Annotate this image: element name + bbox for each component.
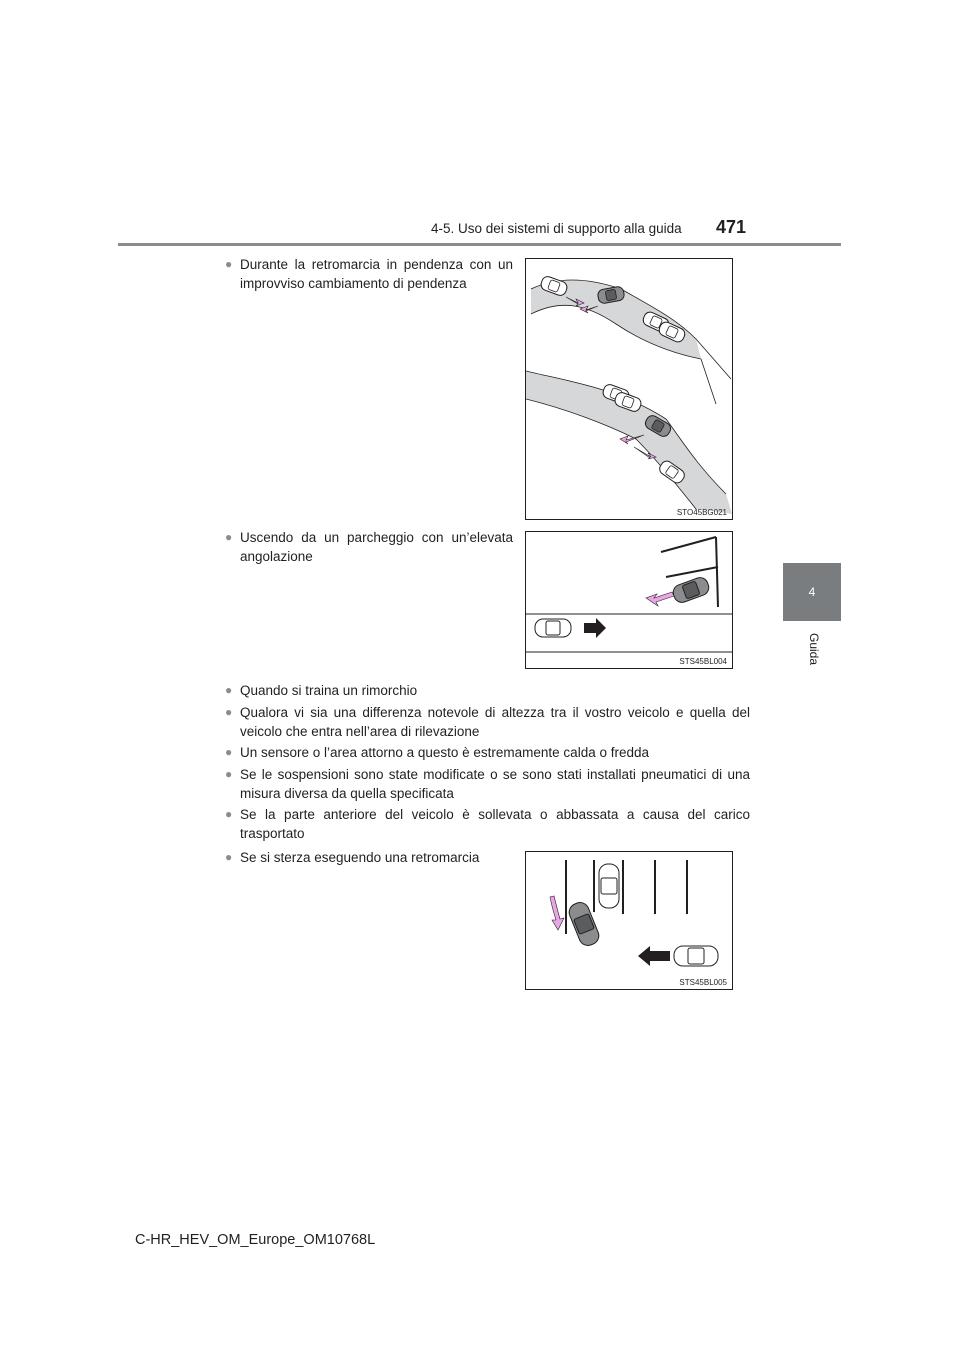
figure-parking-exit (525, 531, 733, 669)
steering-reverse-illustration (526, 852, 732, 989)
figure-code: STS45BL005 (679, 978, 727, 987)
page-number: 471 (716, 217, 747, 237)
list-item (225, 743, 750, 762)
list-item-text: Durante la retromarcia in pendenza con un improvviso cambiamento di pendenza (240, 257, 513, 291)
chapter-label: Guida (807, 632, 821, 666)
bullet-icon: ● (225, 767, 233, 781)
list-item (225, 681, 750, 700)
list-item-text: Se le sospensioni sono state modificate o se sono stati installati pneumatici di una misura diversa da quella specificata (240, 767, 750, 801)
bullet-icon: ● (225, 683, 233, 697)
document-id: C-HR_HEV_OM_Europe_OM10768L (135, 1232, 376, 1248)
list-item-text: Quando si traina un rimorchio (240, 683, 418, 698)
figure-steering-reverse (525, 851, 733, 990)
bullet-icon: ● (225, 257, 233, 271)
list-item (225, 528, 513, 566)
list-item (225, 805, 750, 843)
figure-code: STS45BL004 (679, 657, 727, 666)
header-divider (118, 243, 841, 246)
bullet-icon: ● (225, 850, 233, 864)
list-item-text: Un sensore o l’area attorno a questo è estremamente calda o fredda (240, 745, 649, 760)
list-item-text: Se si sterza eseguendo una retromarcia (240, 850, 480, 865)
list-item-text: Qualora vi sia una differenza notevole di altezza tra il vostro veicolo e quella del veicolo che entra nell’area di rilevazione (240, 705, 750, 739)
figure-code: STO45BG021 (676, 508, 727, 517)
list-item (225, 848, 513, 867)
list-item (225, 765, 750, 803)
section-title: 4-5. Uso dei sistemi di supporto alla guida (431, 221, 682, 236)
list-item-text: Se la parte anteriore del veicolo è sollevata o abbassata a causa del carico trasportato (240, 807, 750, 841)
list-item (225, 255, 513, 293)
bullet-icon: ● (225, 745, 233, 759)
list-item-text: Uscendo da un parcheggio con un’elevata angolazione (240, 530, 513, 564)
bullet-icon: ● (225, 807, 233, 821)
figure-slope-reversing (525, 258, 733, 520)
chapter-number: 4 (808, 585, 816, 599)
parking-exit-illustration (526, 532, 732, 668)
bullet-icon: ● (225, 705, 233, 719)
bullet-icon: ● (225, 530, 233, 544)
slope-illustration (526, 259, 732, 519)
list-item (225, 703, 750, 741)
